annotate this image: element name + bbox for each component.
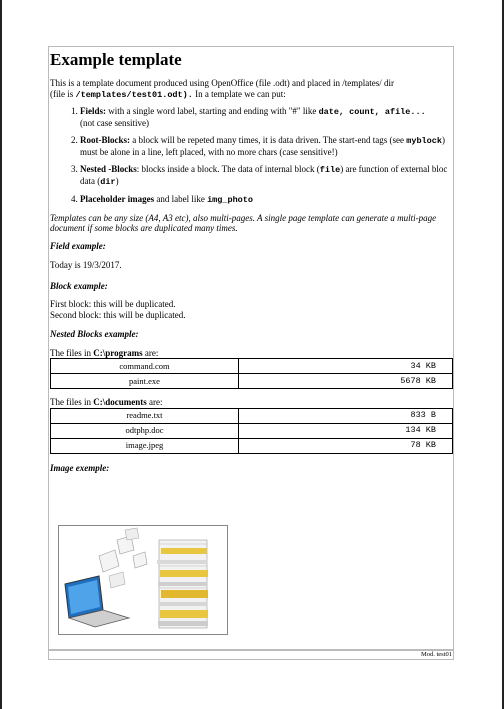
list-item-text: ) are function of external bloc data ( [80, 164, 448, 186]
file-size-cell: 134 KB [239, 423, 453, 438]
field-example-title: Field example: [50, 240, 106, 251]
intro-line-1: This is a template document produced using OpenOffice (file .odt) and placed in /templates/ dir [50, 78, 394, 88]
table-row [51, 374, 453, 389]
footer-label: Mod. test01 [420, 651, 452, 658]
list-item-label: Fields: [80, 106, 106, 116]
list-item-text: (not case sensitive) [80, 117, 149, 128]
file-name-cell: command.com [51, 359, 239, 374]
list-item-code: date, count, afile... [318, 107, 426, 117]
list-item-fields [80, 106, 452, 128]
page-edge-left [0, 0, 2, 709]
programs-table [50, 358, 453, 389]
caption-text: are: [142, 347, 159, 358]
list-item-root-blocks [80, 135, 452, 157]
table-row [51, 438, 453, 453]
templates-note: Templates can be any size (A4, A3 etc), also multi-pages. A single page template can generate a multi-page document if some blocks are duplicated many times. [50, 212, 437, 233]
caption-text: The files in [50, 397, 94, 407]
list-item-label: Nested -Blocks [80, 164, 137, 174]
file-name-cell: paint.exe [51, 374, 239, 389]
caption-text: The files in [50, 347, 94, 358]
list-item-text: a block will be repeted many times, it is data driven. The start-end tags (see [130, 135, 407, 145]
file-name-cell: image.jpeg [51, 438, 239, 453]
file-size-cell: 5678 KB [239, 374, 453, 389]
laptop-paper-stack-illustration [59, 526, 227, 634]
list-item-text: and label like [154, 194, 208, 204]
block-example-line-1: First block: this will be duplicated. [50, 299, 176, 309]
list-item-label: Root-Blocks: [80, 135, 130, 145]
intro-text [50, 78, 452, 100]
programs-caption [50, 348, 452, 359]
documents-table [50, 408, 453, 454]
file-name-cell: odtphp.doc [51, 423, 239, 438]
documents-caption [50, 397, 452, 408]
example-image [58, 525, 228, 635]
list-item-code: myblock [406, 136, 442, 146]
page-title: Example template [50, 50, 182, 69]
list-item-code: img_photo [207, 195, 253, 205]
block-example-title: Block example: [50, 280, 108, 291]
intro-file-path: /templates/test01.odt). [75, 89, 193, 100]
document-body [50, 48, 452, 473]
list-item-label: Placeholder images [80, 194, 155, 204]
table-row [51, 359, 453, 374]
list-item-code: dir [100, 176, 116, 187]
file-size-cell: 833 B [239, 408, 453, 423]
image-example-title: Image exemple: [50, 462, 110, 473]
nested-example-title: Nested Blocks example: [50, 329, 139, 339]
intro-line-2-pre: (file is [50, 88, 76, 99]
caption-dir: C:\documents [93, 397, 147, 407]
table-row [51, 408, 453, 423]
field-example-text: Today is 19/3/2017. [50, 260, 122, 270]
file-name-cell: readme.txt [51, 408, 239, 423]
caption-dir: C:\programs [93, 347, 143, 358]
feature-list [50, 106, 452, 206]
list-item-text: with a single word label, starting and ending with "#" like [106, 106, 319, 116]
caption-text: are: [146, 397, 163, 407]
file-size-cell: 78 KB [239, 438, 453, 453]
list-item-text: : blocks inside a block. The data of internal block ( [136, 164, 320, 174]
intro-line-2-post: In a template we can put: [192, 88, 286, 99]
file-size-cell: 34 KB [239, 359, 453, 374]
list-item-placeholder-images [80, 194, 452, 206]
list-item-text: ) [115, 175, 119, 186]
table-row [51, 423, 453, 438]
footer-frame [48, 650, 454, 660]
block-example-line-2: Second block: this will be duplicated. [50, 309, 186, 320]
list-item-nested-blocks [80, 164, 452, 187]
list-item-text: ) must be alone in a line, left placed, with no more chars (case sensitive!) [80, 135, 445, 157]
list-item-code: file [319, 165, 341, 175]
